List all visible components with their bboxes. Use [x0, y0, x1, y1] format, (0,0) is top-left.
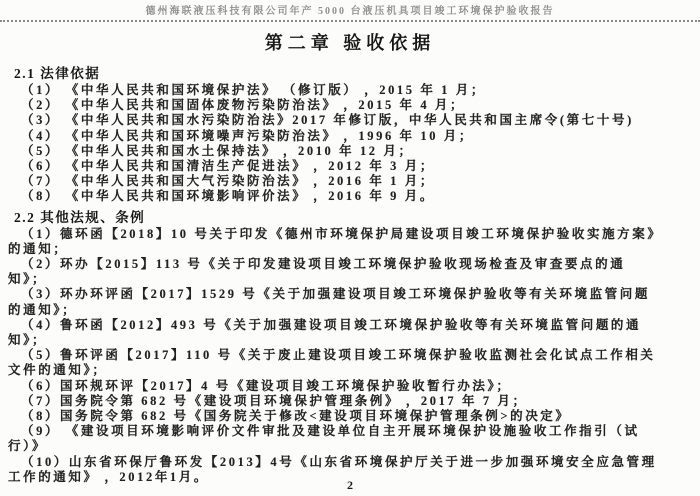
regulation-item: （4）鲁环函【2012】493 号《关于加强建设项目竣工环境保护验收等有关环境监管问题的通知》；	[8, 317, 642, 348]
chapter-title: 第二章 验收依据	[264, 33, 436, 53]
header-divider	[0, 18, 700, 22]
regulation-item: （3）环办环评函【2017】1529 号《关于加强建设项目竣工环境保护验收等有关环境监管问题的通知》；	[8, 287, 650, 317]
regulation-item: （10）山东省环保厅鲁环发【2013】4号《山东省环境保护厅关于进一步加强环境安全应急管理工作的通知》 ，2012年1月。	[8, 454, 657, 484]
regulation-item: （6）国环规环评【2017】4 号《建设项目竣工环境保护验收暂行办法》；	[21, 378, 512, 393]
law-item: （2） 《中华人民共和国固体废物污染防治法》 ，2015 年 4 月；	[21, 98, 466, 113]
regulation-item: （7）国务院令第 682 号《建设项目环境保护管理条例》 ，2017 年 7 月；	[21, 393, 528, 408]
section-heading-2-1: 2.1 法律依据	[14, 66, 101, 81]
law-item: （6） 《中华人民共和国清洁生产促进法》 ，2012 年 3 月；	[21, 159, 435, 174]
regulation-item: （2）环办【2015】113 号《关于印发建设项目竣工环境保护验收现场检查及审查要点的通知》；	[8, 257, 626, 287]
regulation-item: （5）鲁环评函【2017】110 号《关于废止建设项目竣工环境保护验收监测社会化试点工作相关文件的通知》；	[8, 348, 656, 378]
document-body	[0, 55, 700, 485]
law-item: （8） 《中华人民共和国环境影响评价法》 ，2016 年 9 月。	[21, 189, 435, 204]
law-item: （1） 《中华人民共和国环境保护法》 （修订版） ，2015 年 1 月；	[21, 83, 486, 97]
running-header: 德州海联液压科技有限公司年产 5000 台液压机具项目竣工环境保护验收报告	[145, 6, 555, 17]
section-heading-2-2: 2.2 其他法规、条例	[14, 209, 146, 225]
law-item: （7） 《中华人民共和国大气污染防治法》 ，2016 年 1 月；	[21, 174, 435, 189]
regulation-item: （8）国务院令第 682 号《国务院关于修改<建设项目环境保护管理条例>的决定》	[21, 409, 571, 424]
regulation-item: （1）德环函【2018】10 号关于印发《德州市环境保护局建设项目竣工环境保护验收实施方案》的通知；	[8, 226, 657, 256]
law-item: （5） 《中华人民共和国水土保持法》 ，2010 年 12 月；	[21, 143, 414, 158]
law-item: （4） 《中华人民共和国环境噪声污染防治法》 ，1996 年 10 月；	[21, 128, 474, 143]
law-item: （3） 《中华人民共和国水污染防治法》2017 年修订版，中华人民共和国主席令(第七十号)	[21, 113, 634, 128]
page-number: 2	[347, 478, 353, 492]
regulation-item: （9） 《建设项目环境影响评价文件审批及建设单位自主开展环境保护设施验收工作指引（试行）》	[8, 424, 640, 454]
